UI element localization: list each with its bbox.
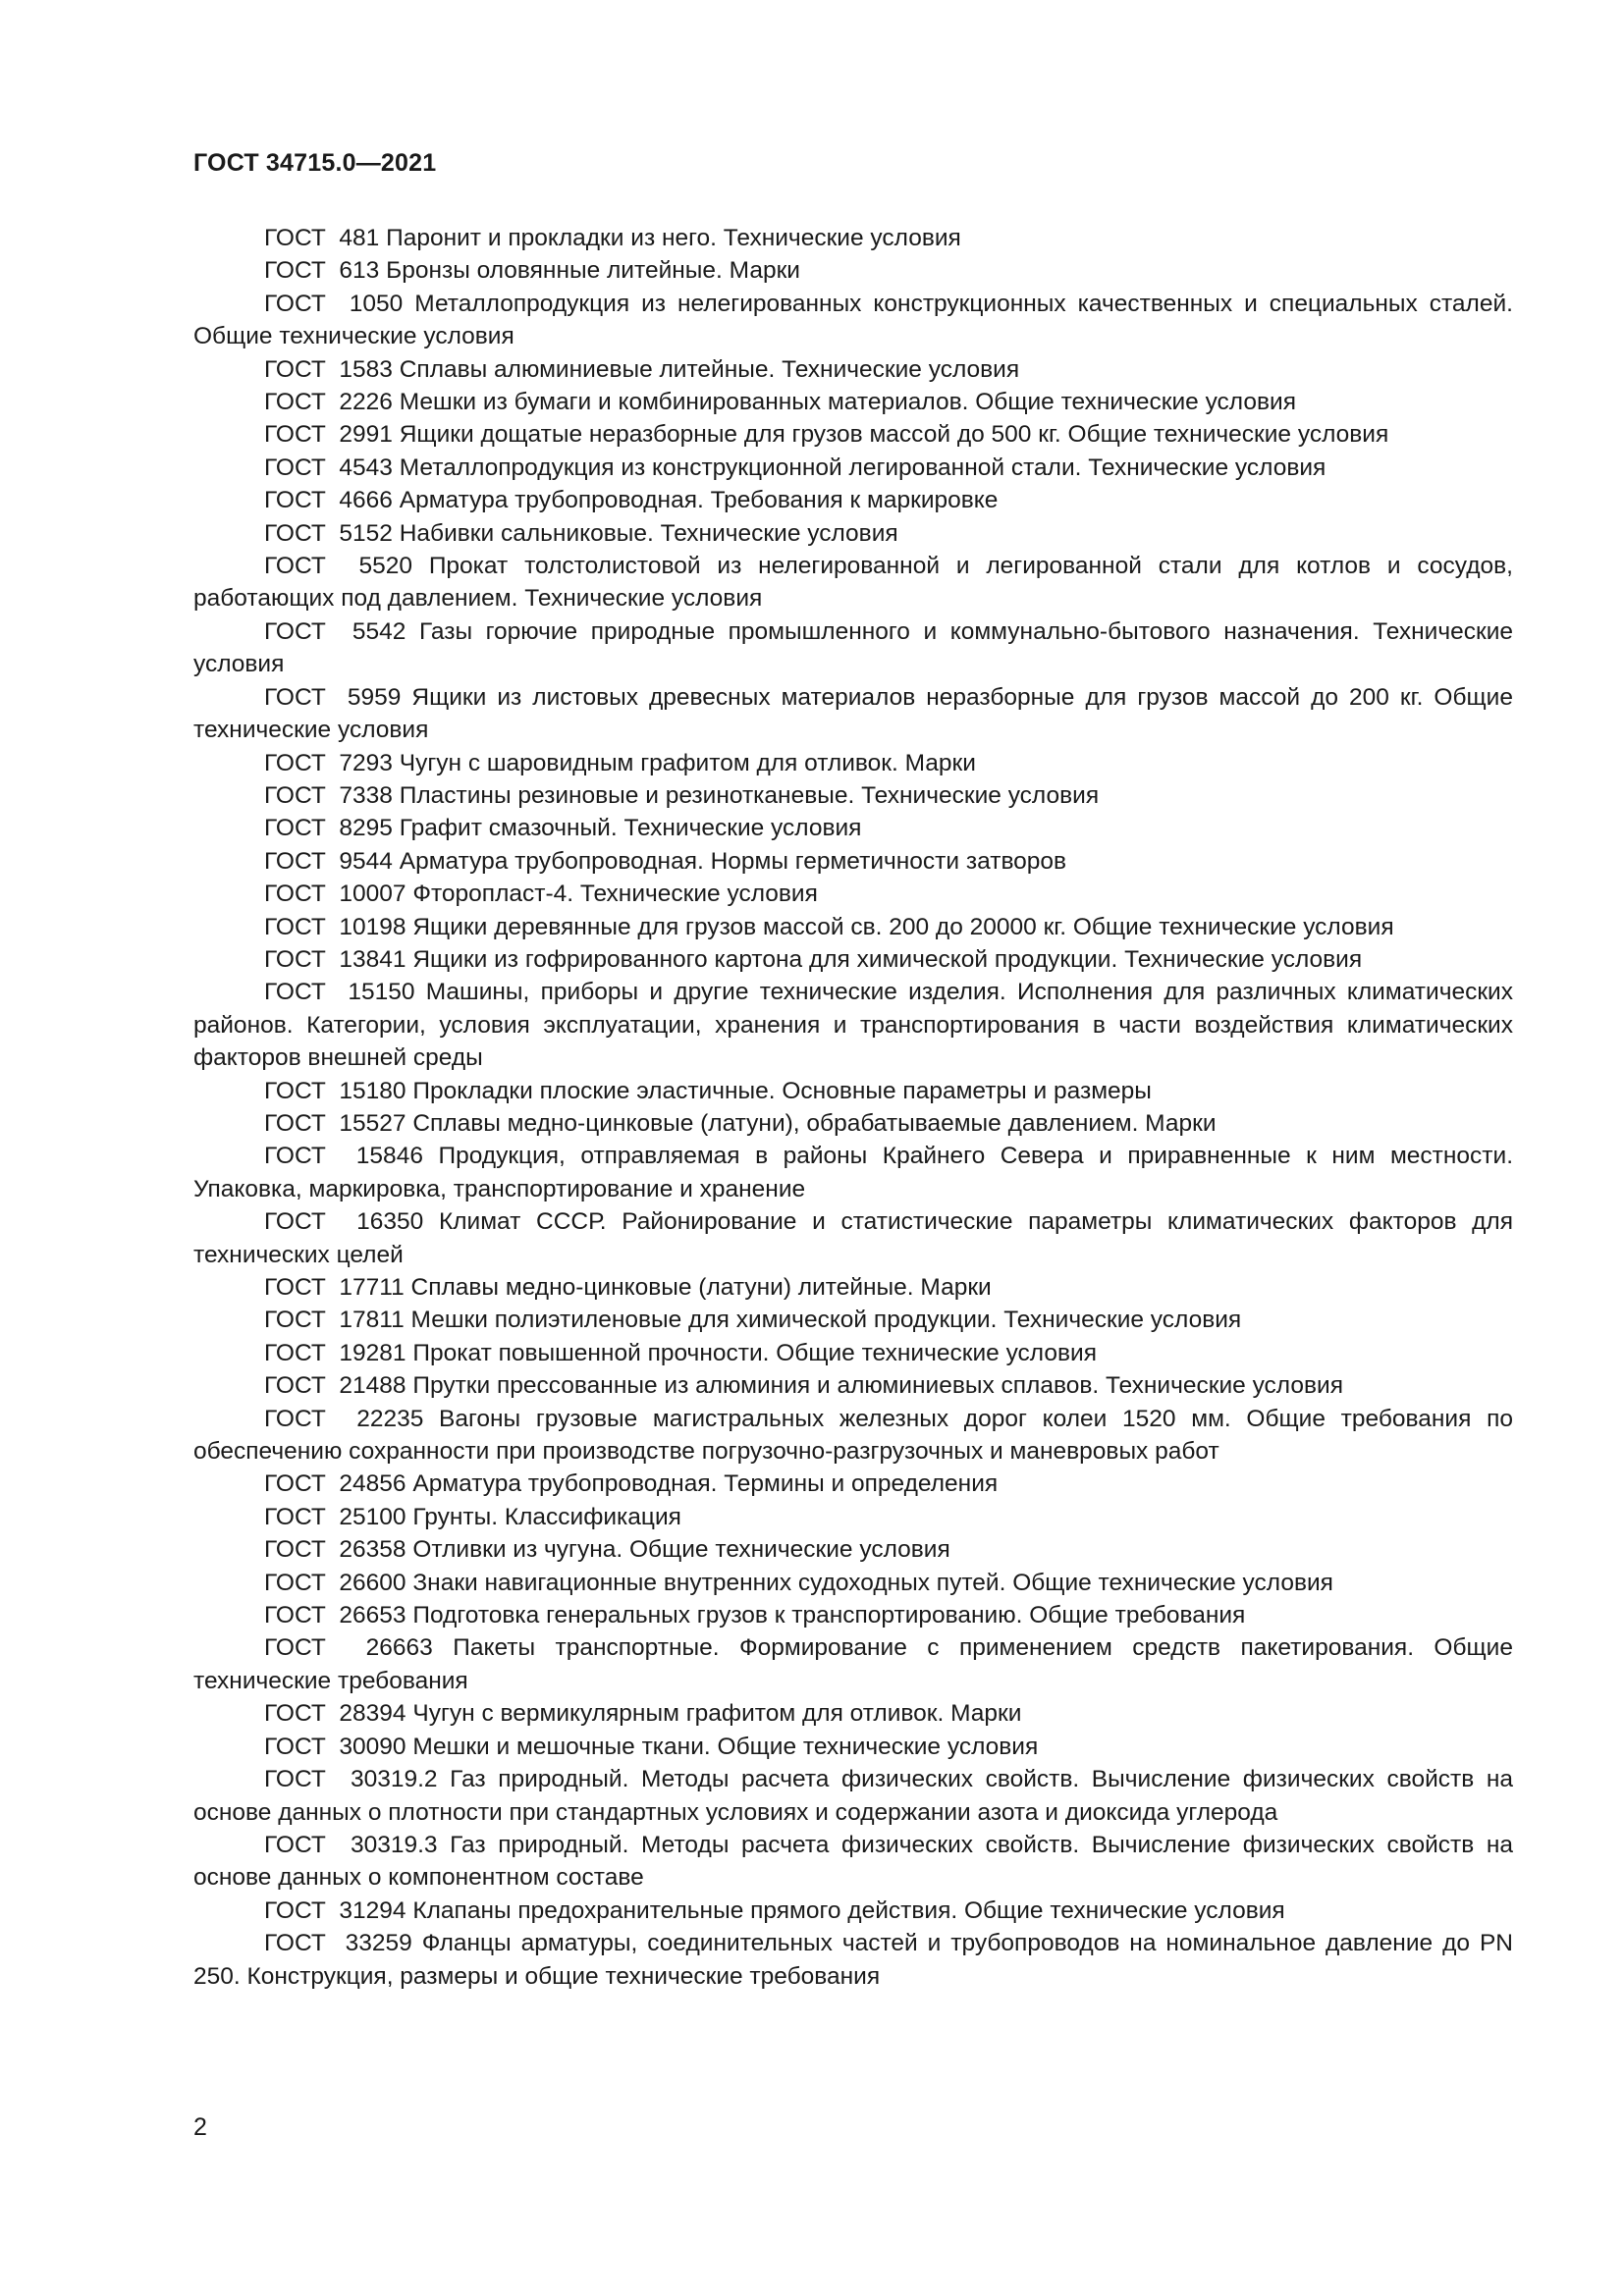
reference-code: ГОСТ 613 [264,257,380,285]
reference-title: Грунты. Классификация [412,1503,681,1530]
reference-title: Климат СССР. Районирование и статистические параметры климатических факторов для технических целей [193,1208,1513,1268]
reference-code: ГОСТ 31294 [264,1896,406,1924]
reference-item [193,484,1513,516]
reference-item [193,1567,1513,1599]
reference-title: Машины, приборы и другие технические изделия. Исполнения для различных климатических районов. Категории, условия эксплуатации, хранения и транспортирования в части воздействия климатических факторов внешней среды [193,979,1513,1072]
reference-title: Металлопродукция из конструкционной легированной стали. Технические условия [399,454,1326,481]
reference-item [193,1533,1513,1566]
reference-item [193,452,1513,484]
reference-title: Прутки прессованные из алюминия и алюминиевых сплавов. Технические условия [412,1372,1343,1400]
reference-code: ГОСТ 24856 [264,1470,406,1498]
reference-item [193,1731,1513,1763]
reference-code: ГОСТ 5520 [264,553,412,580]
reference-code: ГОСТ 26600 [264,1569,406,1596]
page-number: 2 [193,2113,207,2141]
reference-item [193,1599,1513,1631]
reference-title: Продукция, отправляемая в районы Крайнего Севера и приравненные к ним местности. Упаковка, маркировка, транспортирование и хранение [193,1143,1514,1202]
reference-item [193,254,1513,287]
reference-code: ГОСТ 28394 [264,1700,406,1728]
reference-item [193,1271,1513,1304]
reference-title: Фланцы арматуры, соединительных частей и трубопроводов на номинальное давление до PN 250. Конструкция, размеры и общие технические требования [193,1930,1513,1990]
reference-code: ГОСТ 25100 [264,1503,406,1530]
reference-item [193,1075,1513,1107]
reference-item [193,1403,1513,1468]
reference-item [193,353,1513,386]
reference-item [193,1205,1513,1271]
reference-code: ГОСТ 7338 [264,781,393,809]
reference-item [193,681,1513,747]
reference-title: Арматура трубопроводная. Нормы герметичности затворов [399,847,1067,875]
reference-code: ГОСТ 13841 [264,945,406,973]
reference-title: Чугун с вермикулярным графитом для отливок. Марки [412,1700,1022,1728]
reference-title: Подготовка генеральных грузов к транспортированию. Общие требования [412,1602,1246,1629]
reference-title: Пластины резиновые и резинотканевые. Технические условия [399,781,1100,809]
reference-code: ГОСТ 2991 [264,421,393,449]
reference-code: ГОСТ 15180 [264,1077,406,1104]
reference-item [193,222,1513,254]
reference-item [193,976,1513,1074]
reference-code: ГОСТ 30319.2 [264,1766,438,1793]
reference-item [193,418,1513,451]
reference-title: Ящики из листовых древесных материалов неразборные для грузов массой до 200 кг. Общие технические условия [193,683,1513,744]
reference-code: ГОСТ 26653 [264,1602,406,1629]
reference-item [193,878,1513,910]
reference-code: ГОСТ 4666 [264,487,393,514]
reference-title: Мешки и мешочные ткани. Общие технические условия [412,1733,1039,1760]
reference-item [193,517,1513,550]
reference-code: ГОСТ 15150 [264,979,415,1006]
reference-item [193,1140,1513,1205]
reference-item [193,779,1513,812]
reference-title: Чугун с шаровидным графитом для отливок. Марки [399,749,976,776]
reference-code: ГОСТ 5542 [264,617,406,645]
reference-title: Набивки сальниковые. Технические условия [399,519,898,547]
reference-code: ГОСТ 1583 [264,355,393,383]
reference-code: ГОСТ 15846 [264,1143,423,1170]
reference-title: Прокладки плоские эластичные. Основные параметры и размеры [412,1077,1152,1104]
reference-item [193,1829,1513,1895]
reference-item [193,1369,1513,1402]
reference-title: Фторопласт-4. Технические условия [412,881,818,908]
reference-list [193,222,1513,1993]
reference-code: ГОСТ 19281 [264,1339,406,1366]
reference-title: Знаки навигационные внутренних судоходных путей. Общие технические условия [412,1569,1333,1596]
reference-title: Отливки из чугуна. Общие технические условия [412,1536,950,1564]
reference-item [193,845,1513,878]
reference-item [193,747,1513,779]
reference-code: ГОСТ 4543 [264,454,393,481]
reference-title: Газ природный. Методы расчета физических свойств. Вычисление физических свойств на основе данных о плотности при стандартных условиях и содержании азота и диоксида углерода [193,1766,1513,1826]
reference-item [193,1697,1513,1730]
reference-title: Паронит и прокладки из него. Технические условия [386,225,961,251]
reference-item [193,943,1513,976]
reference-item [193,812,1513,844]
reference-code: ГОСТ 15527 [264,1109,406,1137]
reference-title: Бронзы оловянные литейные. Марки [386,257,800,285]
reference-code: ГОСТ 9544 [264,847,393,875]
reference-code: ГОСТ 26663 [264,1634,433,1662]
reference-item [193,550,1513,615]
reference-title: Газы горючие природные промышленного и коммунально-бытового назначения. Технические условия [193,617,1514,678]
reference-code: ГОСТ 33259 [264,1930,412,1957]
reference-title: Ящики дощатые неразборные для грузов массой до 500 кг. Общие технические условия [399,421,1389,449]
reference-title: Ящики деревянные для грузов массой св. 200 до 20000 кг. Общие технические условия [412,913,1394,940]
reference-code: ГОСТ 22235 [264,1405,424,1432]
reference-code: ГОСТ 10198 [264,913,406,940]
reference-code: ГОСТ 17811 [264,1307,405,1334]
reference-code: ГОСТ 1050 [264,290,404,317]
reference-code: ГОСТ 7293 [264,749,393,776]
reference-title: Прокат повышенной прочности. Общие технические условия [412,1339,1097,1366]
reference-title: Клапаны предохранительные прямого действия. Общие технические условия [412,1896,1285,1924]
reference-item [193,1468,1513,1500]
reference-title: Арматура трубопроводная. Термины и определения [412,1470,999,1498]
reference-item [193,288,1513,353]
reference-item [193,386,1513,418]
reference-item [193,1337,1513,1369]
reference-title: Металлопродукция из нелегированных конструкционных качественных и специальных сталей. Общие технические условия [193,290,1513,350]
reference-code: ГОСТ 10007 [264,881,406,908]
reference-code: ГОСТ 26358 [264,1536,406,1564]
reference-code: ГОСТ 21488 [264,1372,406,1400]
reference-item [193,1107,1513,1140]
reference-item [193,911,1513,943]
reference-item [193,1763,1513,1829]
reference-item [193,1895,1513,1927]
reference-item [193,1927,1513,1993]
reference-title: Мешки полиэтиленовые для химической продукции. Технические условия [410,1307,1242,1334]
page-title: ГОСТ 34715.0—2021 [193,149,437,177]
reference-code: ГОСТ 17711 [264,1274,405,1301]
reference-item [193,615,1513,681]
reference-title: Сплавы алюминиевые литейные. Технические условия [399,355,1020,383]
reference-title: Прокат толстолистовой из нелегированной и легированной стали для котлов и сосудов, работающих под давлением. Технические условия [193,553,1513,613]
reference-code: ГОСТ 2226 [264,389,393,416]
reference-title: Арматура трубопроводная. Требования к маркировке [399,487,999,514]
reference-title: Графит смазочный. Технические условия [399,815,862,842]
reference-item [193,1501,1513,1533]
reference-code: ГОСТ 8295 [264,815,393,842]
reference-code: ГОСТ 16350 [264,1208,424,1236]
reference-title: Вагоны грузовые магистральных железных дорог колеи 1520 мм. Общие требования по обеспечению сохранности при производстве погрузочно-разгрузочных и маневровых работ [193,1405,1513,1466]
reference-code: ГОСТ 30090 [264,1733,406,1760]
reference-title: Ящики из гофрированного картона для химической продукции. Технические условия [412,945,1363,973]
reference-code: ГОСТ 30319.3 [264,1831,438,1858]
reference-title: Газ природный. Методы расчета физических свойств. Вычисление физических свойств на основе данных о компонентном составе [193,1831,1513,1892]
reference-item [193,1304,1513,1336]
reference-title: Сплавы медно-цинковые (латуни), обрабатываемые давлением. Марки [412,1109,1217,1137]
reference-code: ГОСТ 5152 [264,519,393,547]
reference-title: Пакеты транспортные. Формирование с применением средств пакетирования. Общие технические требования [193,1634,1513,1694]
reference-item [193,1631,1513,1697]
reference-code: ГОСТ 481 [264,225,380,251]
reference-code: ГОСТ 5959 [264,683,402,711]
reference-title: Сплавы медно-цинковые (латуни) литейные. Марки [410,1274,992,1301]
reference-title: Мешки из бумаги и комбинированных материалов. Общие технические условия [399,389,1296,416]
